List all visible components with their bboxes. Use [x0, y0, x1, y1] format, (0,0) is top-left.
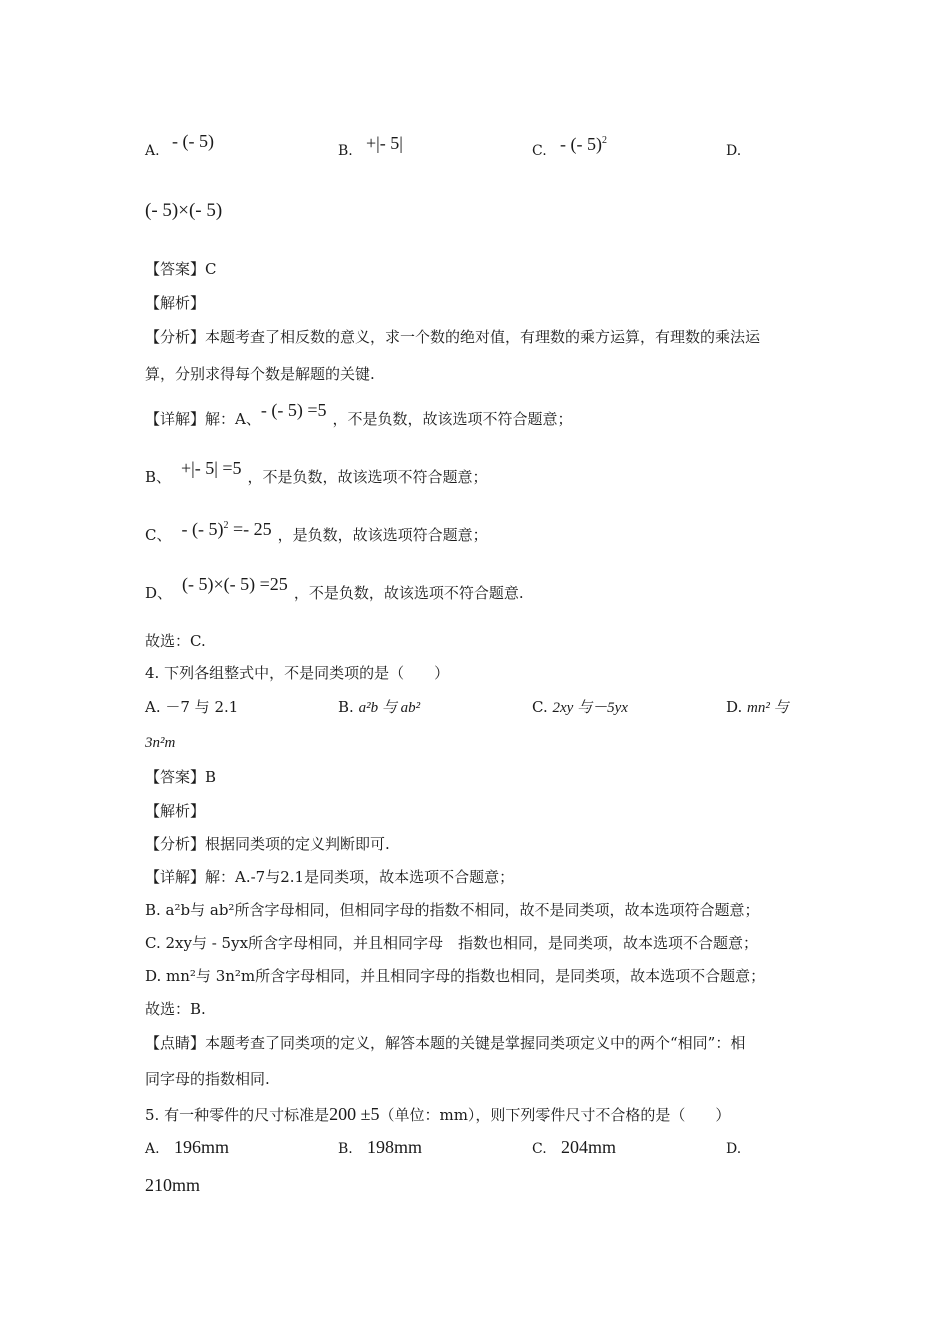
q3-detail-c-base: - (- 5): [181, 519, 224, 539]
q3-detail-a-suffix: ，不是负数，故该选项不符合题意；: [332, 410, 573, 428]
q3-detail-c-rest: =- 25: [228, 519, 272, 539]
q3-detail-a-expr: - (- 5) =5: [260, 400, 327, 420]
q4-detail-c: C. 2xy与 - 5yx所含字母相同，并且相同字母 指数也相同，是同类项，故本选项不合题意；: [145, 934, 759, 952]
q3-conclusion: 故选：C.: [145, 632, 206, 650]
q4-detail-d: D. mn²与 3n²m所含字母相同，并且相同字母的指数也相同，是同类项，故本选项不合题意；: [145, 967, 766, 985]
q5-option-d-label: D.: [726, 1141, 742, 1157]
q4-answer: 【答案】B: [145, 768, 217, 786]
q3-detail-b-prefix: B、: [145, 468, 172, 486]
q5-stem-suffix: （单位：mm），则下列零件尺寸不合格的是（ ）: [379, 1106, 731, 1124]
q3-detail-c-sup: 2: [223, 520, 229, 531]
q3-option-d-label: D.: [726, 143, 742, 159]
q4-stem: 4. 下列各组整式中，不是同类项的是（ ）: [145, 664, 450, 682]
q5-stem: [145, 1103, 730, 1126]
q3-option-a-label: A.: [145, 143, 160, 159]
q4-option-d-expr: mn² 与: [747, 700, 789, 716]
q4-option-b-label: B.: [338, 698, 354, 716]
q3-option-c-base: - (- 5): [560, 134, 602, 154]
q3-option-c-sup: 2: [601, 135, 607, 146]
q4-option-d-continued: 3n²m: [145, 735, 176, 751]
q5-option-c: 204mm: [561, 1137, 617, 1157]
q3-detail-c-prefix: C、: [145, 526, 172, 544]
q4-detail-b: B. a²b与 ab²所含字母相同，但相同字母的指数不相同，故不是同类项，故本选项符合题意；: [145, 901, 760, 919]
q3-answer: 【答案】C: [145, 260, 217, 278]
q5-stem-expr: 200 ±5: [329, 1104, 380, 1124]
q3-detail-d-expr: (- 5)×(- 5) =25: [182, 574, 288, 594]
q3-detail-c-suffix: ，是负数，故该选项符合题意；: [277, 526, 488, 544]
q4-detail-a: 【详解】解：A.-7与2.1是同类项，故本选项不合题意；: [145, 868, 515, 886]
q3-detail-d: [145, 574, 524, 604]
q4-option-b-expr: a²b 与 ab²: [358, 700, 421, 716]
q3-analysis-line-1: 【分析】本题考查了相反数的意义，求一个数的绝对值，有理数的乘方运算，有理数的乘法运: [145, 328, 761, 346]
q5-option-b-label: B.: [338, 1141, 353, 1157]
q3-detail-a: [145, 400, 573, 430]
q3-detail-d-prefix: D、: [145, 584, 173, 602]
q3-analysis-line-2: 算，分别求得每个数是解题的关键.: [145, 365, 375, 383]
q4-analysis: 【分析】根据同类项的定义判断即可.: [145, 835, 390, 853]
q3-option-b-expr: +|- 5|: [366, 133, 403, 153]
q3-detail-b: [145, 458, 488, 488]
q3-detail-d-suffix: ，不是负数，故该选项不符合题意.: [293, 584, 524, 602]
q4-option-c-expr: 2xy 与－5yx: [552, 700, 628, 716]
q3-detail-c-expr: [181, 515, 271, 540]
q5-stem-prefix: 5. 有一种零件的尺寸标准是: [145, 1106, 330, 1124]
q3-detail-b-expr: +|- 5| =5: [181, 458, 242, 478]
q3-detail-b-suffix: ，不是负数，故该选项不符合题意；: [247, 468, 488, 486]
q4-conclusion: 故选：B.: [145, 1000, 206, 1018]
q5-option-d: 210mm: [145, 1175, 201, 1195]
q5-option-b: 198mm: [367, 1137, 423, 1157]
q3-detail-c: [145, 519, 488, 546]
q4-option-a: A. －7 与 2.1: [145, 698, 239, 716]
q3-option-a-expr: - (- 5): [172, 131, 214, 151]
q3-option-b-label: B.: [338, 143, 353, 159]
q5-option-a-label: A.: [145, 1141, 160, 1157]
q4-note-line-1: 【点睛】本题考查了同类项的定义，解答本题的关键是掌握同类项定义中的两个“相同”：相: [145, 1034, 746, 1052]
q3-option-c-label: C.: [532, 143, 547, 159]
q5-option-c-label: C.: [532, 1141, 547, 1157]
q5-option-a: 196mm: [174, 1137, 230, 1157]
q3-analysis-heading: 【解析】: [145, 294, 206, 312]
q3-detail-a-prefix: 【详解】解：A、: [145, 410, 261, 428]
q4-option-d: [726, 696, 789, 719]
q3-option-c-expr: [560, 130, 607, 155]
q4-note-line-2: 同字母的指数相同.: [145, 1070, 270, 1088]
q4-option-d-label: D.: [726, 698, 743, 716]
q4-analysis-heading: 【解析】: [145, 802, 206, 820]
q4-option-c: [532, 696, 628, 719]
q4-option-b: [338, 696, 420, 719]
q3-option-d-expr: (- 5)×(- 5): [145, 200, 223, 221]
q4-option-c-label: C.: [532, 698, 548, 716]
